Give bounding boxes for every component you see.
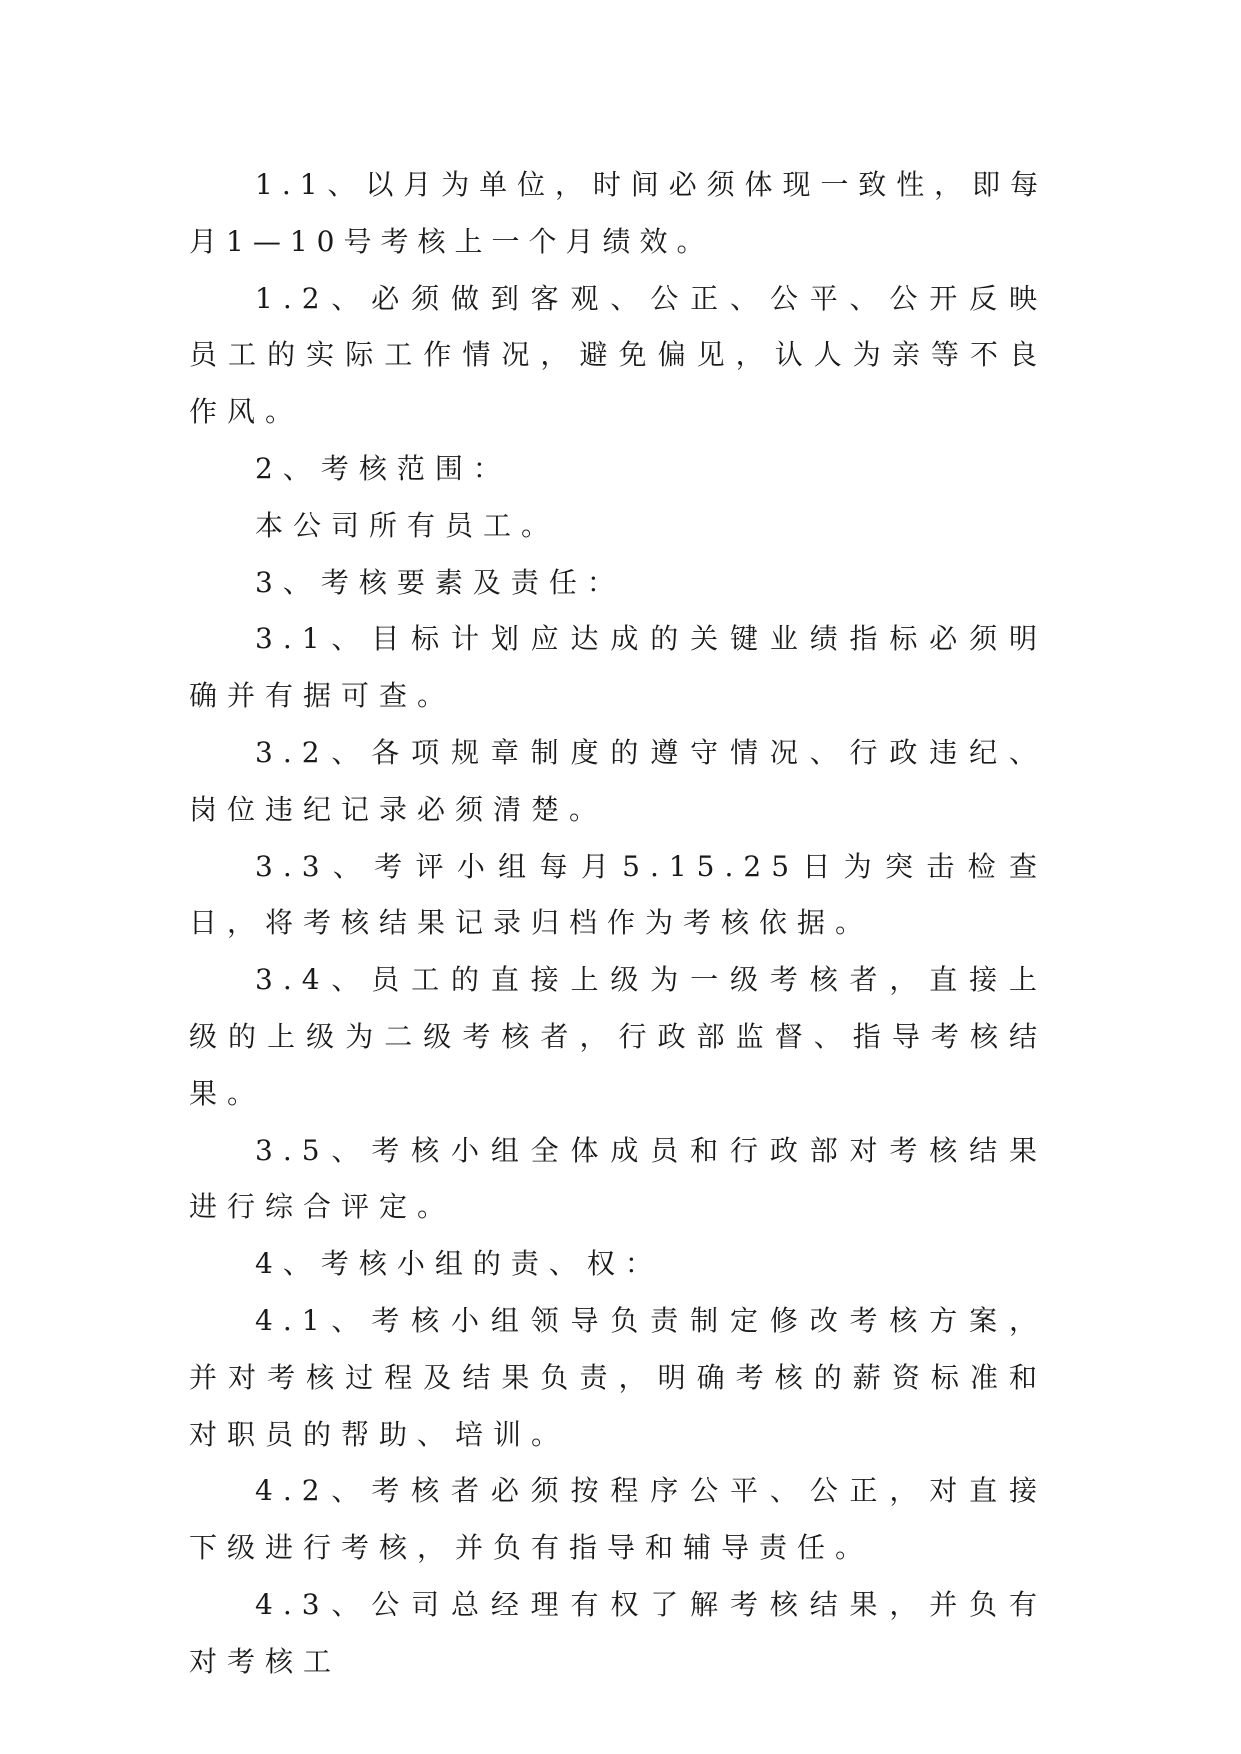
paragraph-4-2: 4.2、考核者必须按程序公平、公正，对直接下级进行考核，并负有指导和辅导责任。 (189, 1474, 1047, 1565)
paragraph-3-1: 3.1、目标计划应达成的关键业绩指标必须明确并有据可查。 (189, 622, 1047, 713)
paragraph-3-2: 3.2、各项规章制度的遵守情况、行政违纪、岗位违纪记录必须清楚。 (189, 735, 1047, 826)
paragraph-3-5: 3.5、考核小组全体成员和行政部对考核结果进行综合评定。 (189, 1133, 1047, 1224)
paragraph-1-1: 1.1、以月为单位，时间必须体现一致性，即每月1—10号考核上一个月绩效。 (189, 168, 1047, 258)
paragraph-3-4: 3.4、员工的直接上级为一级考核者，直接上级的上级为二级考核者，行政部监督、指导考核结果。 (189, 963, 1047, 1110)
section-heading-2: 2、考核范围： (255, 451, 511, 485)
document-body (189, 157, 1047, 1691)
paragraph-4-3: 4.3、公司总经理有权了解考核结果，并负有对考核工 (189, 1587, 1047, 1678)
paragraph-1-2: 1.2、必须做到客观、公正、公平、公开反映员工的实际工作情况，避免偏见，认人为亲等不良作风。 (189, 281, 1047, 429)
paragraph-4-1: 4.1、考核小组领导负责制定修改考核方案，并对考核过程及结果负责，明确考核的薪资标准和对职员的帮助、培训。 (189, 1303, 1047, 1451)
section-heading-4: 4、考核小组的责、权： (255, 1247, 663, 1281)
section-heading-3: 3、考核要素及责任： (255, 565, 625, 599)
paragraph-3-3: 3.3、考评小组每月5.15.25日为突击检查日，将考核结果记录归档作为考核依据。 (189, 849, 1047, 940)
paragraph-scope: 本公司所有员工。 (255, 508, 560, 542)
